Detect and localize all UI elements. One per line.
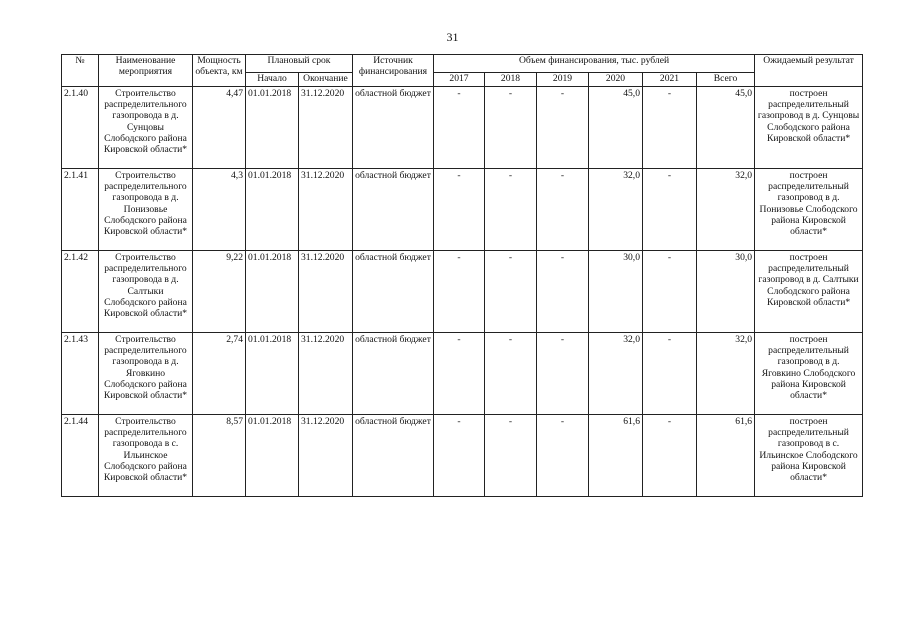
cell-2019: - xyxy=(537,87,589,169)
cell-source: областной бюджет xyxy=(353,415,434,497)
cell-end: 31.12.2020 xyxy=(299,415,353,497)
cell-2021: - xyxy=(643,415,697,497)
cell-2021: - xyxy=(643,169,697,251)
cell-end: 31.12.2020 xyxy=(299,333,353,415)
cell-result: построен распределительный газопровод в д. Сунцовы Слободского района Кировской области* xyxy=(755,87,863,169)
cell-total: 45,0 xyxy=(697,87,755,169)
header-year-2019: 2019 xyxy=(537,73,589,87)
cell-2021: - xyxy=(643,251,697,333)
header-name: Наименование мероприятия xyxy=(99,55,193,87)
cell-2018: - xyxy=(485,333,537,415)
cell-2018: - xyxy=(485,87,537,169)
cell-start: 01.01.2018 xyxy=(246,333,299,415)
cell-2017: - xyxy=(434,415,485,497)
cell-start: 01.01.2018 xyxy=(246,251,299,333)
cell-num: 2.1.40 xyxy=(62,87,99,169)
cell-2020: 61,6 xyxy=(589,415,643,497)
header-year-2018: 2018 xyxy=(485,73,537,87)
cell-num: 2.1.42 xyxy=(62,251,99,333)
cell-end: 31.12.2020 xyxy=(299,87,353,169)
cell-num: 2.1.43 xyxy=(62,333,99,415)
cell-num: 2.1.41 xyxy=(62,169,99,251)
cell-capacity: 2,74 xyxy=(193,333,246,415)
header-schedule: Плановый срок xyxy=(246,55,353,73)
cell-result: построен распределительный газопровод в д. Понизовье Слободского района Кировской области* xyxy=(755,169,863,251)
header-start: Начало xyxy=(246,73,299,87)
header-year-2021: 2021 xyxy=(643,73,697,87)
cell-total: 30,0 xyxy=(697,251,755,333)
header-row xyxy=(62,55,863,73)
cell-name: Строительство распределительного газопровода в д. Понизовье Слободского района Кировской области* xyxy=(99,169,193,251)
cell-result: построен распределительный газопровод в д. Яговкино Слободского района Кировской области* xyxy=(755,333,863,415)
header-num: № xyxy=(62,55,99,87)
cell-2020: 45,0 xyxy=(589,87,643,169)
cell-2018: - xyxy=(485,169,537,251)
cell-2020: 30,0 xyxy=(589,251,643,333)
cell-name: Строительство распределительного газопровода в с. Ильинское Слободского района Кировской области* xyxy=(99,415,193,497)
page-number: 31 xyxy=(446,30,459,44)
cell-2017: - xyxy=(434,251,485,333)
cell-start: 01.01.2018 xyxy=(246,169,299,251)
cell-start: 01.01.2018 xyxy=(246,87,299,169)
cell-capacity: 4,3 xyxy=(193,169,246,251)
cell-num: 2.1.44 xyxy=(62,415,99,497)
table-row xyxy=(62,87,863,169)
cell-name: Строительство распределительного газопровода в д. Яговкино Слободского района Кировской области* xyxy=(99,333,193,415)
table-row xyxy=(62,169,863,251)
cell-result: построен распределительный газопровод в с. Ильинское Слободского района Кировской области* xyxy=(755,415,863,497)
cell-result: построен распределительный газопровод в д. Салтыки Слободского района Кировской области* xyxy=(755,251,863,333)
cell-name: Строительство распределительного газопровода в д. Салтыки Слободского района Кировской области* xyxy=(99,251,193,333)
header-source: Источник финансирования xyxy=(353,55,434,87)
cell-end: 31.12.2020 xyxy=(299,169,353,251)
header-result: Ожидаемый результат xyxy=(755,55,863,87)
cell-2019: - xyxy=(537,251,589,333)
header-end: Окончание xyxy=(299,73,353,87)
cell-2018: - xyxy=(485,415,537,497)
table-row xyxy=(62,333,863,415)
header-year-2017: 2017 xyxy=(434,73,485,87)
cell-source: областной бюджет xyxy=(353,87,434,169)
cell-end: 31.12.2020 xyxy=(299,251,353,333)
financing-table xyxy=(61,54,863,497)
cell-total: 32,0 xyxy=(697,333,755,415)
cell-2017: - xyxy=(434,333,485,415)
cell-capacity: 4,47 xyxy=(193,87,246,169)
header-financing: Объем финансирования, тыс. рублей xyxy=(434,55,755,73)
cell-2019: - xyxy=(537,333,589,415)
table-row xyxy=(62,251,863,333)
cell-capacity: 9,22 xyxy=(193,251,246,333)
header-year-2020: 2020 xyxy=(589,73,643,87)
cell-2017: - xyxy=(434,87,485,169)
cell-total: 61,6 xyxy=(697,415,755,497)
cell-capacity: 8,57 xyxy=(193,415,246,497)
table-row xyxy=(62,415,863,497)
header-total: Всего xyxy=(697,73,755,87)
cell-2019: - xyxy=(537,169,589,251)
cell-2021: - xyxy=(643,333,697,415)
cell-source: областной бюджет xyxy=(353,333,434,415)
cell-start: 01.01.2018 xyxy=(246,415,299,497)
cell-2020: 32,0 xyxy=(589,333,643,415)
cell-2021: - xyxy=(643,87,697,169)
cell-name: Строительство распределительного газопровода в д. Сунцовы Слободского района Кировской области* xyxy=(99,87,193,169)
cell-source: областной бюджет xyxy=(353,169,434,251)
cell-2017: - xyxy=(434,169,485,251)
cell-source: областной бюджет xyxy=(353,251,434,333)
cell-total: 32,0 xyxy=(697,169,755,251)
cell-2020: 32,0 xyxy=(589,169,643,251)
cell-2019: - xyxy=(537,415,589,497)
cell-2018: - xyxy=(485,251,537,333)
header-capacity: Мощность объекта, км xyxy=(193,55,246,87)
